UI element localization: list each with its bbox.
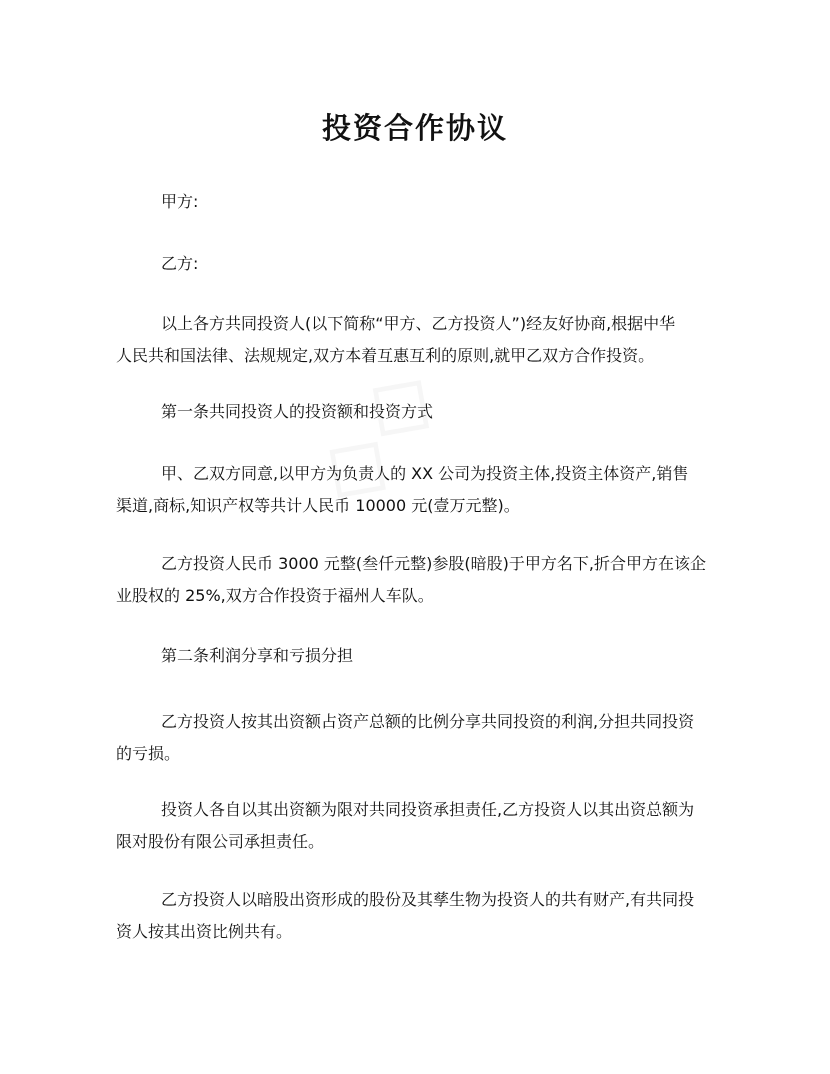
paragraph-line: 渠道,商标,知识产权等共计人民币 10000 元(壹万元整)。 (116, 496, 520, 515)
paragraph-article1-1 (116, 458, 718, 522)
paragraph-article2-1 (116, 706, 718, 770)
paragraph-line: 甲、乙双方同意,以甲方为负责人的 XX 公司为投资主体,投资主体资产,销售 (161, 464, 689, 483)
paragraph-line: 以上各方共同投资人(以下简称“甲方、乙方投资人”)经友好协商,根据中华 (161, 314, 676, 333)
party-b-label: 乙方: (161, 254, 199, 273)
paragraph-line: 业股权的 25%,双方合作投资于福州人车队。 (116, 586, 434, 605)
paragraph-article1-2 (116, 548, 718, 612)
party-b-line (116, 248, 718, 280)
paragraph-article2-3 (116, 884, 718, 948)
section-heading: 第二条利润分享和亏损分担 (161, 646, 354, 665)
paragraph-line: 人民共和国法律、法规规定,双方本着互惠互利的原则,就甲乙双方合作投资。 (116, 346, 655, 365)
paragraph-article2-2 (116, 794, 718, 858)
section-heading: 第一条共同投资人的投资额和投资方式 (161, 402, 434, 421)
paragraph-line: 乙方投资人民币 3000 元整(叁仟元整)参股(暗股)于甲方名下,折合甲方在该企 (161, 554, 706, 573)
paragraph-line: 限对股份有限公司承担责任。 (116, 832, 325, 851)
article-2-heading (116, 640, 718, 672)
paragraph-line: 投资人各自以其出资额为限对共同投资承担责任,乙方投资人以其出资总额为 (161, 800, 695, 819)
paragraph-line: 资人按其出资比例共有。 (116, 922, 293, 941)
party-a-line (116, 186, 718, 218)
paragraph-line: 的亏损。 (116, 744, 181, 763)
document-title: 投资合作协议 (321, 111, 508, 145)
party-a-label: 甲方: (161, 192, 199, 211)
paragraph-line: 乙方投资人按其出资额占资产总额的比例分享共同投资的利润,分担共同投资 (161, 712, 695, 731)
paragraph-preamble (116, 308, 718, 372)
article-1-heading (116, 396, 718, 428)
paragraph-line: 乙方投资人以暗股出资形成的股份及其孳生物为投资人的共有财产,有共同投 (161, 890, 695, 909)
